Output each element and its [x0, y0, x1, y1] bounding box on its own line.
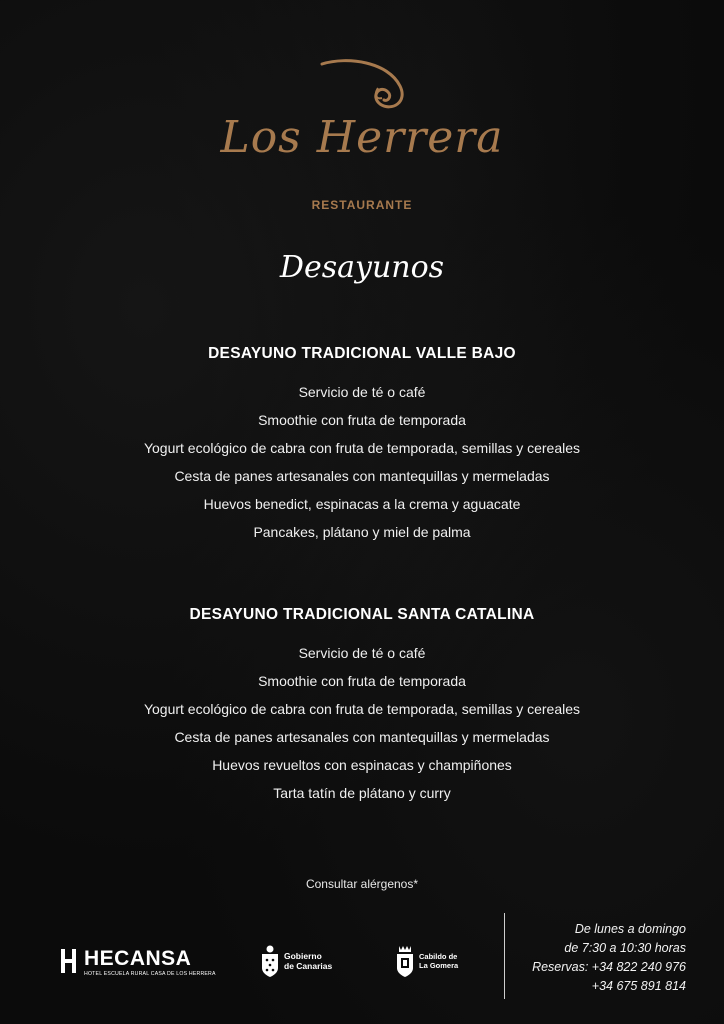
menu-item: Yogurt ecológico de cabra con fruta de temporada, semillas y cereales: [143, 701, 581, 717]
hours-time: de 7:30 a 10:30 horas: [564, 941, 686, 955]
menu-item: Smoothie con fruta de temporada: [258, 412, 466, 428]
menu-title: DESAYUNO TRADICIONAL VALLE BAJO: [208, 345, 516, 362]
menu-item: Huevos revueltos con espinacas y champiñones: [212, 757, 512, 773]
reservations-phone: Reservas: +34 822 240 976: [532, 960, 686, 974]
hecansa-h-icon: [60, 948, 78, 974]
menu-item: Smoothie con fruta de temporada: [258, 673, 466, 689]
opening-hours: [532, 920, 686, 996]
brand-name: Los Herrera: [220, 112, 504, 163]
hours-days: De lunes a domingo: [574, 922, 686, 936]
secondary-phone: +34 675 891 814: [591, 979, 686, 993]
swirl-logo-icon: [318, 58, 410, 118]
menu-item: Huevos benedict, espinacas a la crema y aguacate: [203, 496, 521, 512]
gobierno-line1: Gobierno: [284, 951, 322, 961]
menu-item: Servicio de té o café: [298, 645, 426, 661]
menu-santa-catalina: [0, 605, 724, 807]
allergens-note: Consultar alérgenos*: [305, 877, 419, 891]
brand-subtitle: RESTAURANTE: [311, 198, 413, 212]
hecansa-name: HECANSA: [84, 947, 192, 970]
gomera-crest-icon: [395, 944, 415, 978]
menu-item: Cesta de panes artesanales con mantequillas y mermeladas: [174, 468, 550, 484]
cabildo-line2: La Gomera: [419, 961, 459, 970]
footer-divider: [504, 913, 505, 999]
cabildo-line1: Cabildo de: [419, 952, 458, 961]
menu-valle-bajo: [0, 344, 724, 546]
hecansa-logo: [60, 948, 216, 977]
cabildo-gomera-logo: [395, 944, 458, 978]
menu-title: DESAYUNO TRADICIONAL SANTA CATALINA: [189, 606, 535, 623]
section-title: Desayunos: [279, 250, 445, 285]
menu-item: Pancakes, plátano y miel de palma: [253, 524, 471, 540]
canarias-crest-icon: [260, 944, 280, 978]
hecansa-subtitle: HOTEL ESCUELA RURAL CASA DE LOS HERRERA: [84, 971, 216, 977]
gobierno-line2: de Canarias: [284, 961, 333, 971]
menu-item: Servicio de té o café: [298, 384, 426, 400]
menu-item: Yogurt ecológico de cabra con fruta de temporada, semillas y cereales: [143, 440, 581, 456]
menu-item: Cesta de panes artesanales con mantequillas y mermeladas: [174, 729, 550, 745]
menu-item: Tarta tatín de plátano y curry: [273, 785, 451, 801]
gobierno-canarias-logo: [260, 944, 332, 978]
